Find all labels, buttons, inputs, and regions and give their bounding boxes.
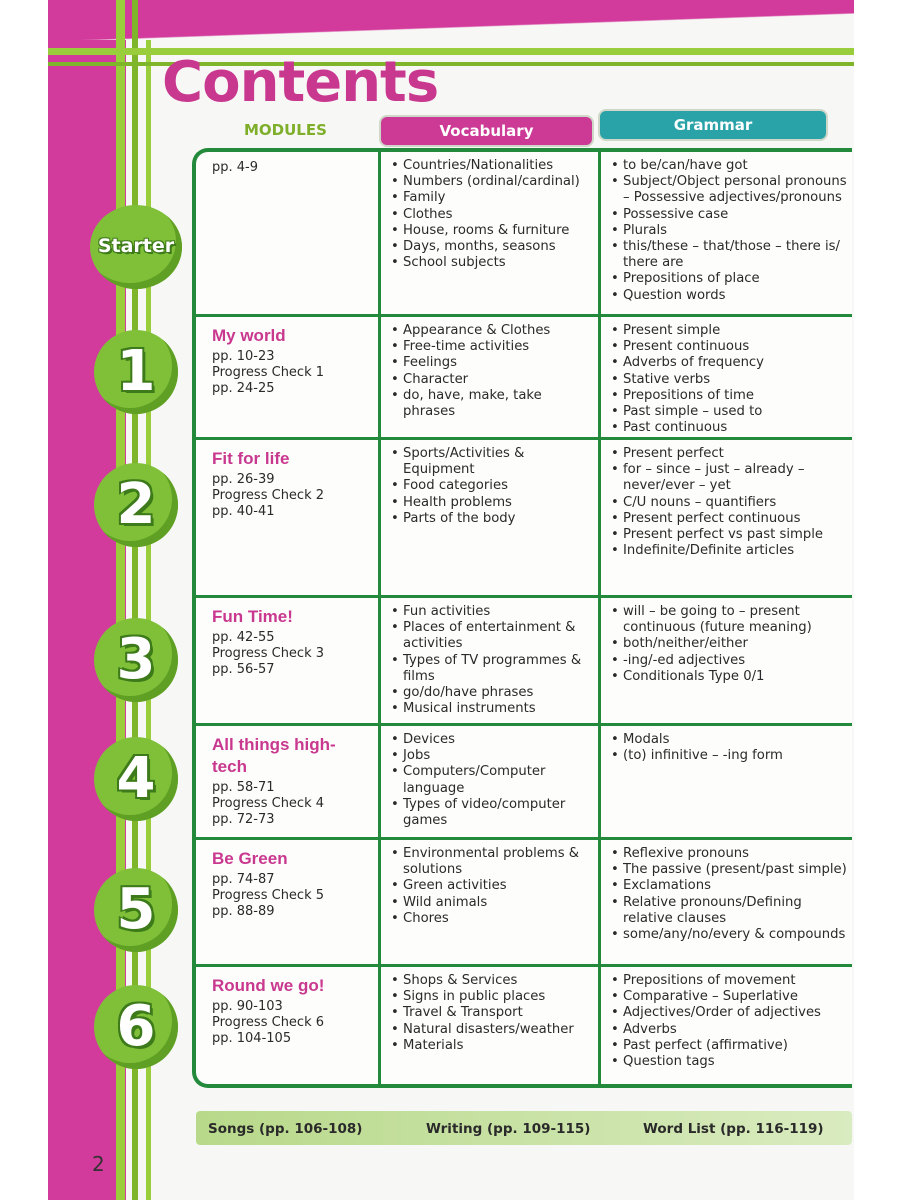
vocabulary-cell-list	[389, 323, 590, 420]
list-item: • Prepositions of movement	[623, 973, 848, 989]
module-pages[interactable]: pp. 90-103	[212, 999, 283, 1014]
module-pages[interactable]: pp. 24-25	[212, 381, 275, 396]
vocabulary-header: Vocabulary	[381, 117, 592, 145]
list-item: • do, have, make, take phrases	[403, 388, 590, 420]
grammar-cell-list	[609, 158, 848, 304]
list-item: • Shops & Services	[403, 973, 590, 989]
list-item: • for – since – just – already – never/ever – yet	[623, 462, 848, 494]
list-item: • Exclamations	[623, 878, 848, 894]
list-item: • Past perfect (affirmative)	[623, 1038, 848, 1054]
vocabulary-cell	[381, 967, 598, 1087]
module-pages[interactable]: pp. 26-39	[212, 472, 275, 487]
list-item: • Stative verbs	[623, 372, 848, 388]
list-item: • C/U nouns – quantifiers	[623, 495, 848, 511]
list-item: • Clothes	[403, 207, 590, 223]
list-item: • Signs in public places	[403, 989, 590, 1005]
module-pages[interactable]: pp. 4-9	[212, 160, 259, 175]
vocabulary-cell	[381, 317, 598, 437]
module-pages[interactable]: Progress Check 1	[212, 365, 325, 380]
module-pages[interactable]: pp. 40-41	[212, 504, 275, 519]
vocabulary-cell	[381, 840, 598, 964]
module-cell	[196, 967, 378, 1087]
list-item: • Comparative – Superlative	[623, 989, 848, 1005]
list-item: • Modals	[623, 732, 848, 748]
list-item: • Environmental problems & solutions	[403, 846, 590, 878]
module-pages[interactable]: pp. 42-55	[212, 630, 275, 645]
contents-table	[192, 148, 852, 1088]
list-item: • Numbers (ordinal/cardinal)	[403, 174, 590, 190]
list-item: • Possessive case	[623, 207, 848, 223]
table-row	[196, 317, 852, 440]
list-item: • Character	[403, 372, 590, 388]
grammar-cell	[601, 726, 856, 837]
module-pages[interactable]: Progress Check 2	[212, 488, 325, 503]
module-number: 3	[116, 627, 156, 692]
list-item: • Places of entertainment & activities	[403, 620, 590, 652]
vocabulary-cell	[381, 152, 598, 314]
table-row	[196, 726, 852, 840]
list-item: • School subjects	[403, 255, 590, 271]
magenta-top-strip	[48, 0, 854, 40]
vocabulary-cell-list	[389, 158, 590, 271]
grammar-cell-list	[609, 446, 848, 559]
starter-badge: Starter	[90, 205, 182, 289]
list-item: • both/neither/either	[623, 636, 848, 652]
module-pages[interactable]: pp. 10-23	[212, 349, 275, 364]
table-row	[196, 152, 852, 317]
list-item: • Feelings	[403, 355, 590, 371]
table-row	[196, 440, 852, 598]
list-item: • Chores	[403, 911, 590, 927]
page-title: Contents	[162, 50, 439, 115]
list-item: • Relative pronouns/Defining relative clauses	[623, 895, 848, 927]
list-item: • Past continuous	[623, 420, 848, 436]
list-item: • Devices	[403, 732, 590, 748]
module-pages[interactable]: Progress Check 6	[212, 1015, 325, 1030]
module-title: Be Green	[212, 849, 288, 868]
list-item: • Question tags	[623, 1054, 848, 1070]
vocabulary-cell-list	[389, 604, 590, 717]
list-item: • Natural disasters/weather	[403, 1022, 590, 1038]
module-cell	[196, 440, 378, 595]
list-item: • Adjectives/Order of adjectives	[623, 1005, 848, 1021]
table-row	[196, 840, 852, 967]
grammar-header: Grammar	[600, 111, 826, 139]
page-number: 2	[92, 1152, 105, 1176]
table-row	[196, 598, 852, 726]
list-item: • House, rooms & furniture	[403, 223, 590, 239]
list-item: • go/do/have phrases	[403, 685, 590, 701]
grammar-cell-list	[609, 604, 848, 685]
grammar-cell	[601, 967, 856, 1087]
list-item: • Fun activities	[403, 604, 590, 620]
module-cell	[196, 726, 378, 837]
module-number-badge	[94, 330, 178, 414]
grammar-cell-list	[609, 323, 848, 436]
module-number-badge	[94, 618, 178, 702]
module-number: 2	[116, 472, 156, 537]
list-item: • Present continuous	[623, 339, 848, 355]
grammar-cell-list	[609, 973, 848, 1070]
list-item: • Green activities	[403, 878, 590, 894]
module-pages[interactable]: pp. 58-71	[212, 780, 275, 795]
footer-wordlist: Word List (pp. 116-119)	[643, 1121, 824, 1137]
grammar-cell	[601, 440, 856, 595]
module-pages[interactable]: Progress Check 3	[212, 646, 325, 661]
list-item: • Countries/Nationalities	[403, 158, 590, 174]
module-title: Round we go!	[212, 976, 325, 995]
footer-writing: Writing (pp. 109-115)	[426, 1121, 591, 1137]
list-item: • Present perfect	[623, 446, 848, 462]
list-item: • Musical instruments	[403, 701, 590, 717]
module-pages[interactable]: pp. 74-87	[212, 872, 275, 887]
vocabulary-cell	[381, 726, 598, 837]
footer-songs: Songs (pp. 106-108)	[208, 1121, 363, 1137]
list-item: • Parts of the body	[403, 511, 590, 527]
list-item: • Types of video/computer games	[403, 797, 590, 829]
list-item: • Prepositions of place	[623, 271, 848, 287]
module-title: Fit for life	[212, 449, 290, 468]
list-item: • Appearance & Clothes	[403, 323, 590, 339]
list-item: • Family	[403, 190, 590, 206]
vocabulary-cell	[381, 598, 598, 723]
table-row	[196, 967, 852, 1087]
grammar-cell	[601, 598, 856, 723]
module-cell	[196, 152, 378, 314]
vocabulary-cell-list	[389, 732, 590, 829]
list-item: • Health problems	[403, 495, 590, 511]
grammar-cell-list	[609, 846, 848, 943]
list-item: • this/these – that/those – there is/ there are	[623, 239, 848, 271]
list-item: • Present perfect vs past simple	[623, 527, 848, 543]
list-item: • to be/can/have got	[623, 158, 848, 174]
vocabulary-cell-list	[389, 846, 590, 927]
module-number-badge	[94, 737, 178, 821]
list-item: • Travel & Transport	[403, 1005, 590, 1021]
list-item: • Food categories	[403, 478, 590, 494]
module-pages[interactable]: pp. 88-89	[212, 904, 275, 919]
list-item: • Adverbs of frequency	[623, 355, 848, 371]
list-item: • Wild animals	[403, 895, 590, 911]
vocabulary-cell-list	[389, 973, 590, 1054]
module-pages[interactable]: pp. 72-73	[212, 812, 275, 827]
module-number-badge	[94, 985, 178, 1069]
module-number-badge	[94, 463, 178, 547]
grammar-cell	[601, 317, 856, 437]
list-item: • Materials	[403, 1038, 590, 1054]
list-item: • Subject/Object personal pronouns – Possessive adjectives/pronouns	[623, 174, 848, 206]
list-item: • Free-time activities	[403, 339, 590, 355]
module-title: My world	[212, 326, 286, 345]
list-item: • Conditionals Type 0/1	[623, 669, 848, 685]
grammar-cell	[601, 152, 856, 314]
list-item: • Days, months, seasons	[403, 239, 590, 255]
module-pages[interactable]: Progress Check 5	[212, 888, 325, 903]
list-item: • Plurals	[623, 223, 848, 239]
list-item: • Computers/Computer language	[403, 764, 590, 796]
module-number: 1	[116, 339, 156, 404]
list-item: • Question words	[623, 288, 848, 304]
list-item: • Indefinite/Definite articles	[623, 543, 848, 559]
grammar-cell	[601, 840, 856, 964]
module-number-badge	[94, 868, 178, 952]
vocabulary-cell	[381, 440, 598, 595]
module-number: 6	[116, 994, 156, 1059]
list-item: • Sports/Activities & Equipment	[403, 446, 590, 478]
modules-header: MODULES	[244, 121, 327, 139]
list-item: • Jobs	[403, 748, 590, 764]
module-cell	[196, 840, 378, 964]
list-item: • (to) infinitive – -ing form	[623, 748, 848, 764]
list-item: • Prepositions of time	[623, 388, 848, 404]
module-cell	[196, 317, 378, 437]
list-item: • -ing/-ed adjectives	[623, 653, 848, 669]
vocabulary-cell-list	[389, 446, 590, 527]
module-pages[interactable]: Progress Check 4	[212, 796, 325, 811]
list-item: • Reflexive pronouns	[623, 846, 848, 862]
list-item: • will – be going to – present continuous (future meaning)	[623, 604, 848, 636]
list-item: • Present perfect continuous	[623, 511, 848, 527]
module-pages[interactable]: pp. 56-57	[212, 662, 275, 677]
list-item: • The passive (present/past simple)	[623, 862, 848, 878]
module-title: All things high-tech	[212, 735, 336, 776]
module-pages[interactable]: pp. 104-105	[212, 1031, 292, 1046]
module-cell	[196, 598, 378, 723]
module-number: 5	[116, 877, 156, 942]
module-title: Fun Time!	[212, 607, 293, 626]
list-item: • Past simple – used to	[623, 404, 848, 420]
list-item: • some/any/no/every & compounds	[623, 927, 848, 943]
list-item: • Types of TV programmes & films	[403, 653, 590, 685]
list-item: • Adverbs	[623, 1022, 848, 1038]
grammar-cell-list	[609, 732, 848, 764]
module-number: 4	[116, 746, 156, 811]
list-item: • Present simple	[623, 323, 848, 339]
